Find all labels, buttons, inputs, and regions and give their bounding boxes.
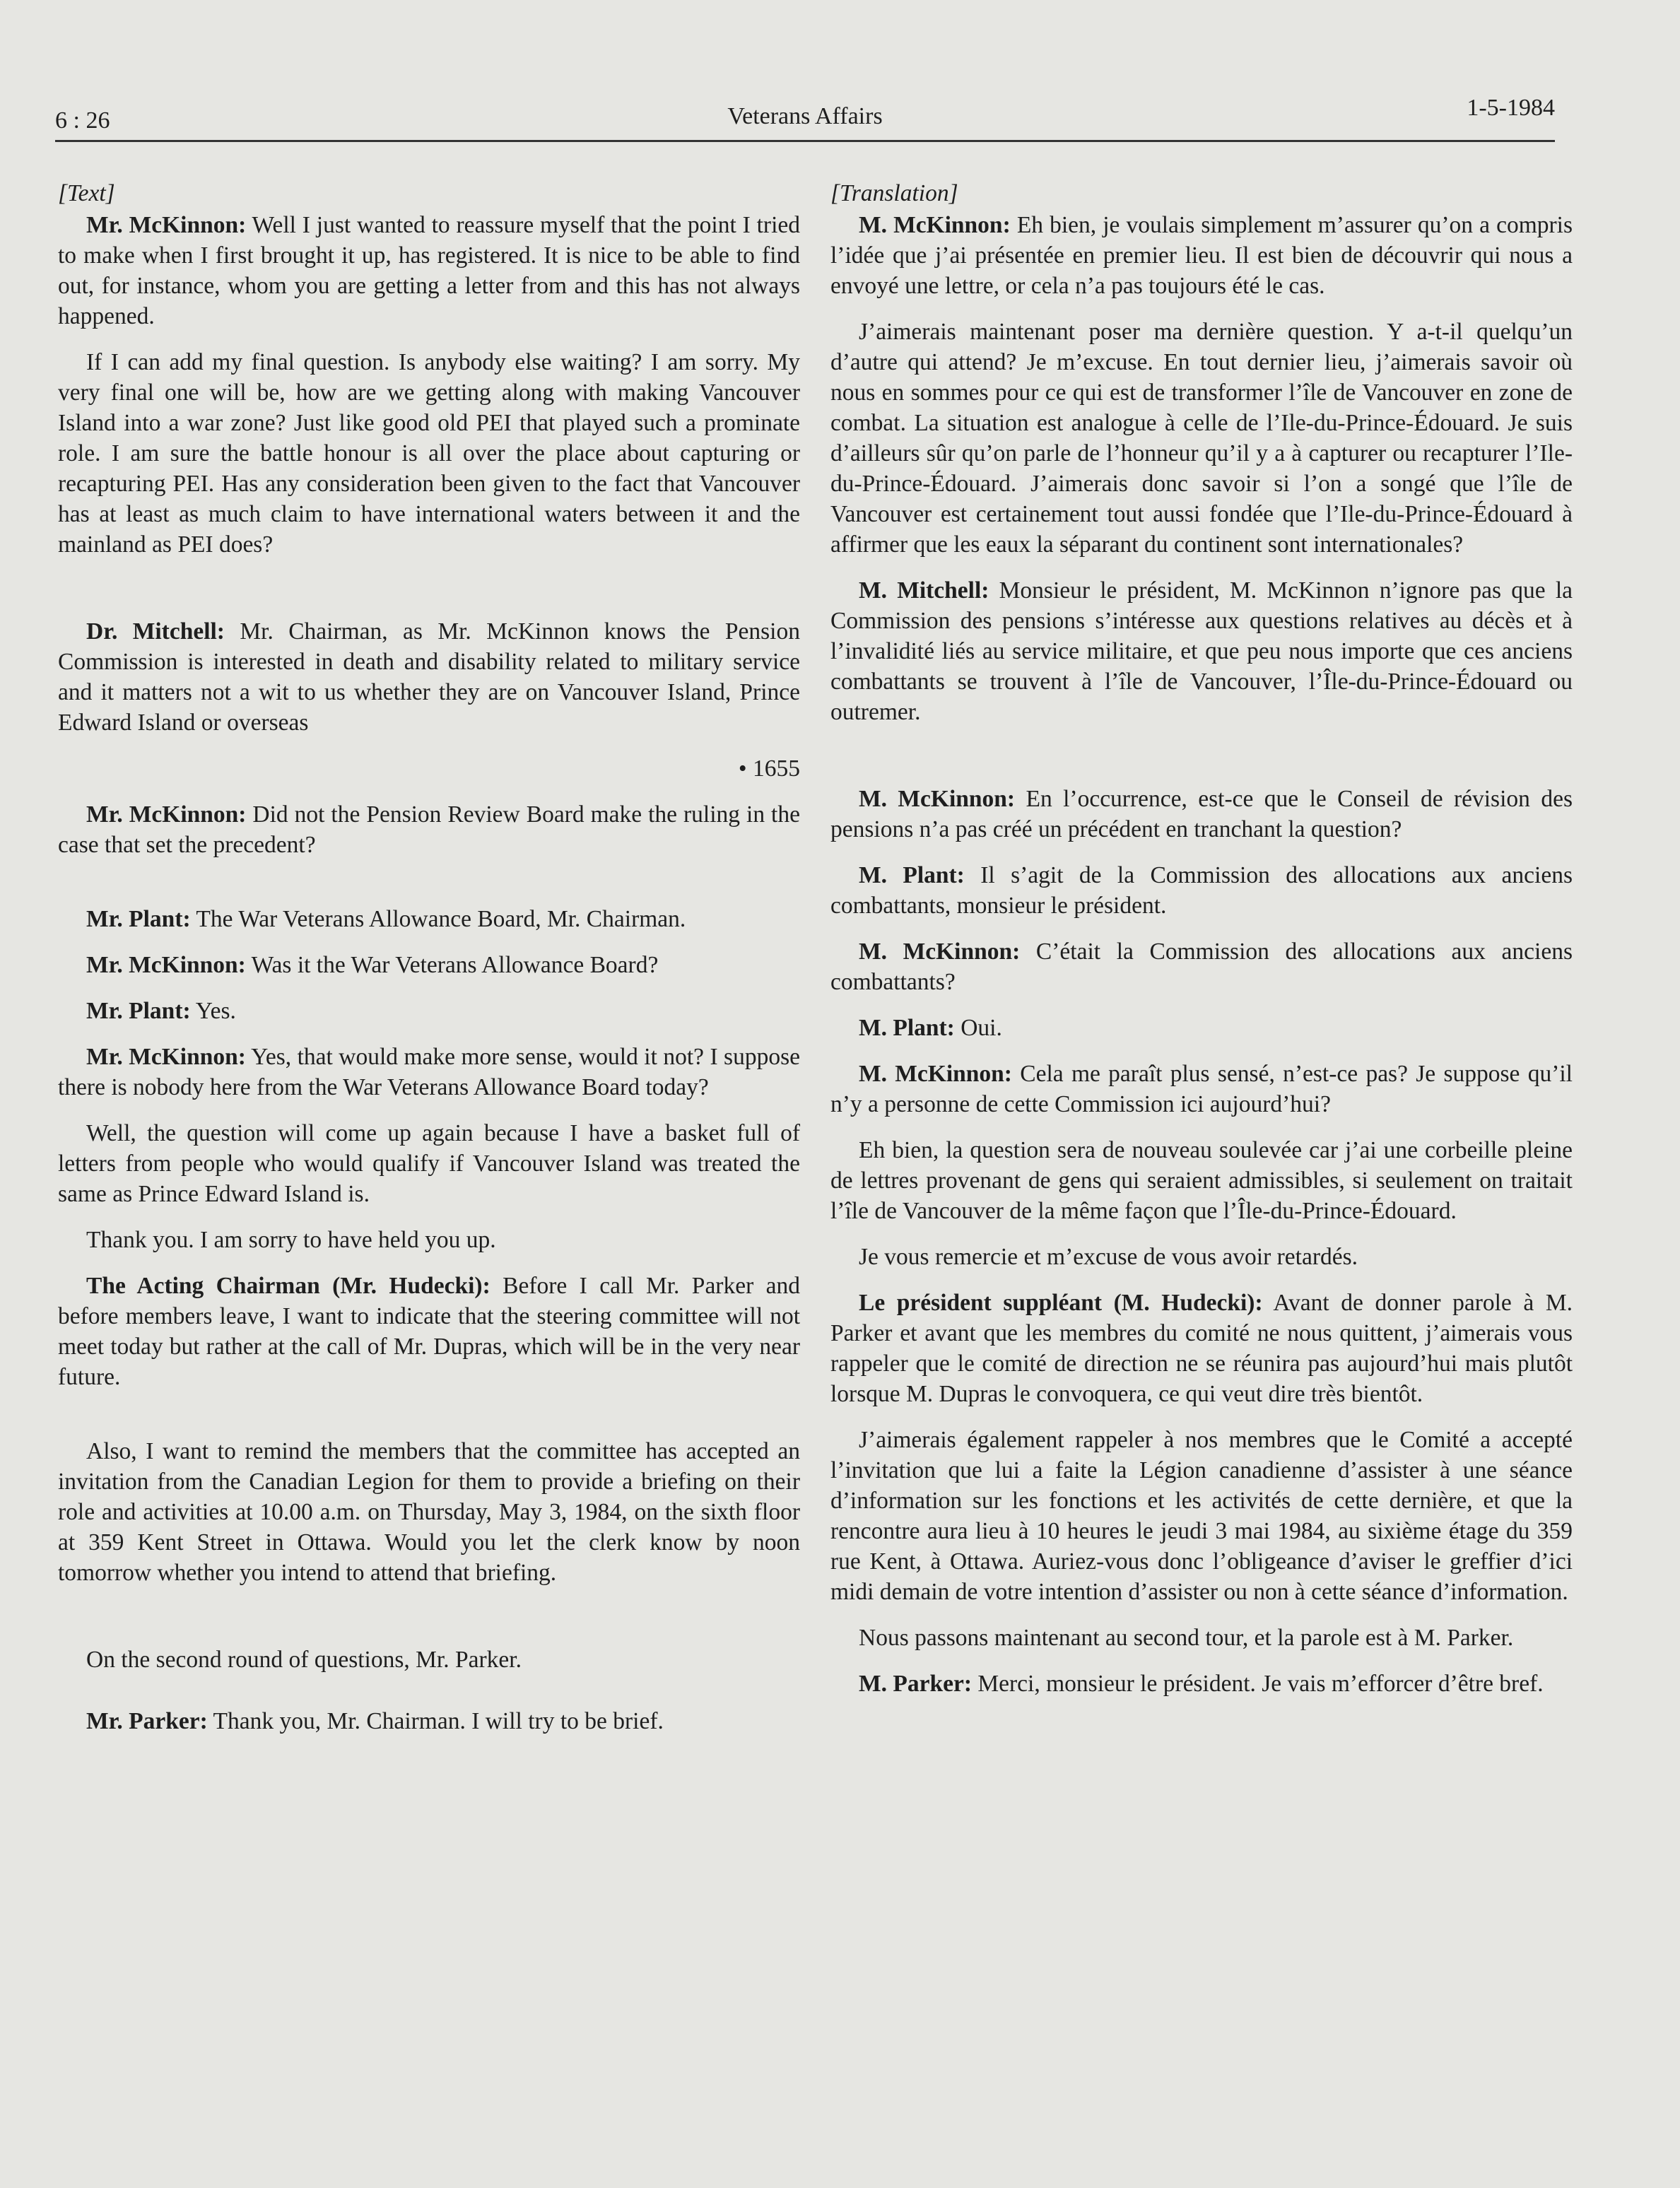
speaker-name: M. McKinnon: <box>859 939 1021 965</box>
paragraph <box>830 1288 1573 1409</box>
speech-text: Eh bien, je voulais simplement m’assurer qu’on a compris l’idée que j’ai présentée en premier lieu. Il est bien de découvrir qui nous a envoyé une lettre, or cela n’a pas toujours été le cas. <box>830 212 1573 299</box>
speech-text: Was it the War Veterans Allowance Board? <box>245 952 659 978</box>
speaker-name: M. McKinnon: <box>859 1061 1012 1087</box>
paragraph: J’aimerais également rappeler à nos membres que le Comité a accepté l’invitation que lui a faite la Légion canadienne d’assister à une séance d’information sur les fonctions et les activités de cette dernière, et que la rencontre aura lieu à 10 heures le jeudi 3 mai 1984, au sixième étage du 359 rue Kent, à Ottawa. Auriez-vous donc l’obligeance d’aviser le greffier d’ici midi demain de votre intention d’assister ou non à cette séance d’information. <box>830 1427 1573 1605</box>
speaker-name: Mr. McKinnon: <box>86 1044 246 1070</box>
speech-text: Did not the Pension Review Board make the ruling in the case that set the precedent? <box>58 801 800 858</box>
english-column <box>58 178 800 1752</box>
paragraph <box>58 950 800 980</box>
page-number: 6 : 26 <box>55 107 110 134</box>
paragraph <box>58 1042 800 1102</box>
speech-text: Il s’agit de la Commission des allocations aux anciens combattants, monsieur le président. <box>830 862 1573 919</box>
paragraph <box>58 904 800 934</box>
paragraph: Nous passons maintenant au second tour, et la parole est à M. Parker. <box>859 1625 1514 1651</box>
speech-text: Thank you, Mr. Chairman. I will try to be brief. <box>207 1708 664 1734</box>
paragraph <box>830 210 1573 301</box>
paragraph <box>830 860 1573 921</box>
paragraph <box>830 1059 1573 1119</box>
speaker-name: Mr. Parker: <box>86 1708 208 1734</box>
paragraph <box>58 616 800 738</box>
paragraph: Well, the question will come up again because I have a basket full of letters from people who would qualify if Vancouver Island was treated the same as Prince Edward Island is. <box>58 1120 800 1207</box>
paragraph <box>58 1271 800 1392</box>
paragraph <box>830 784 1573 845</box>
paragraph: J’aimerais maintenant poser ma dernière question. Y a-t-il quelqu’un d’autre qui attend? Je m’excuse. En tout dernier lieu, j’aimerais savoir où nous en sommes pour ce qui est de transformer l’île de Vancouver en zone de combat. La situation est analogue à celle de l’Ile-du-Prince-Édouard. Je suis d’ailleurs sûr qu’on parle de l’honneur qu’il y a à capturer ou recapturer l’Ile-du-Prince-Édouard. J’aimerais donc savoir si l’on a songé que l’île de Vancouver est certainement tout aussi fondée que l’Ile-du-Prince-Édouard à affirmer que les eaux la séparant du continent sont internationales? <box>830 319 1573 558</box>
speaker-name: Mr. McKinnon: <box>86 212 247 238</box>
speaker-name: Mr. McKinnon: <box>86 952 246 978</box>
paragraph <box>830 936 1573 997</box>
speech-text: En l’occurrence, est-ce que le Conseil de révision des pensions n’a pas créé un précédent en tranchant la question? <box>830 786 1573 842</box>
text-label: [Text] <box>58 180 115 206</box>
speech-text: The War Veterans Allowance Board, Mr. Chairman. <box>190 906 686 932</box>
speaker-name: Mr. Plant: <box>86 906 191 932</box>
paragraph: Thank you. I am sorry to have held you up. <box>86 1227 496 1253</box>
paragraph <box>58 799 800 860</box>
speaker-name: M. McKinnon: <box>859 786 1016 812</box>
paragraph: Eh bien, la question sera de nouveau soulevée car j’ai une corbeille pleine de lettres provenant de gens qui seraient admissibles, si seulement on traitait l’île de Vancouver de la même façon que l’Île-du-Prince-Édouard. <box>830 1137 1573 1224</box>
speaker-name: M. Parker: <box>859 1671 972 1697</box>
speech-text: Before I call Mr. Parker and before members leave, I want to indicate that the steering committee will not meet today but rather at the call of Mr. Dupras, which will be in the very near future. <box>58 1273 800 1390</box>
paragraph <box>58 1706 800 1736</box>
paragraph <box>58 210 800 331</box>
speech-text: Cela me paraît plus sensé, n’est-ce pas? Je suppose qu’il n’y a personne de cette Commission ici aujourd’hui? <box>830 1061 1573 1117</box>
paragraph <box>58 996 800 1026</box>
speaker-name: M. Plant: <box>859 1015 955 1041</box>
speaker-name: The Acting Chairman (Mr. Hudecki): <box>86 1273 491 1299</box>
paragraph <box>830 575 1573 727</box>
speaker-name: Dr. Mitchell: <box>86 618 225 645</box>
speaker-name: Le président suppléant (M. Hudecki): <box>859 1290 1263 1316</box>
speech-text: Merci, monsieur le président. Je vais m’efforcer d’être bref. <box>971 1671 1544 1697</box>
speech-text: Oui. <box>954 1015 1002 1041</box>
paragraph <box>830 1013 1573 1043</box>
sitting-date: 1-5-1984 <box>1467 95 1555 121</box>
speech-text: Yes. <box>190 998 236 1024</box>
paragraph: Also, I want to remind the members that the committee has accepted an invitation from the Canadian Legion for them to provide a briefing on their role and activities at 10.00 a.m. on Thursday, May 3, 1984, on the sixth floor at 359 Kent Street in Ottawa. Would you let the clerk know by noon tomorrow whether you intend to attend that briefing. <box>58 1438 800 1586</box>
paragraph <box>830 1669 1573 1699</box>
speaker-name: Mr. McKinnon: <box>86 801 247 828</box>
time-marker: • 1655 <box>738 755 800 782</box>
page-header <box>55 83 1555 142</box>
speech-text: Avant de donner parole à M. Parker et avant que les membres du comité ne nous quittent, j’aimerais vous rappeler que le comité de direction ne se réunira pas aujourd’hui mais plutôt lorsque M. Dupras le convoquera, ce qui veut dire très bientôt. <box>830 1290 1573 1407</box>
speech-text: Mr. Chairman, as Mr. McKinnon knows the Pension Commission is interested in death and disability related to military service and it matters not a wit to us whether they are on Vancouver Island, Prince Edward Island or overseas <box>58 618 800 736</box>
translation-label: [Translation] <box>830 180 958 206</box>
french-column <box>830 178 1573 1714</box>
speaker-name: M. McKinnon: <box>859 212 1011 238</box>
committee-title: Veterans Affairs <box>727 103 883 129</box>
paragraph: On the second round of questions, Mr. Parker. <box>86 1647 522 1673</box>
speaker-name: Mr. Plant: <box>86 998 191 1024</box>
speech-text: C’était la Commission des allocations aux anciens combattants? <box>830 939 1573 995</box>
speech-text: Well I just wanted to reassure myself that the point I tried to make when I first brought it up, has registered. It is nice to be able to find out, for instance, whom you are getting a letter from and this has not always happened. <box>58 212 800 329</box>
speaker-name: M. Plant: <box>859 862 965 888</box>
speech-text: Yes, that would make more sense, would it not? I suppose there is nobody here from the War Veterans Allowance Board today? <box>58 1044 800 1100</box>
paragraph: Je vous remercie et m’excuse de vous avoir retardés. <box>859 1244 1358 1270</box>
speaker-name: M. Mitchell: <box>859 577 989 604</box>
paragraph: If I can add my final question. Is anybody else waiting? I am sorry. My very final one will be, how are we getting along with making Vancouver Island into a war zone? Just like good old PEI that played such a prominate role. I am sure the battle honour is all over the place about capturing or recapturing PEI. Has any consideration been given to the fact that Vancouver has at least as much claim to have international waters between it and the mainland as PEI does? <box>58 349 800 558</box>
speech-text: Monsieur le président, M. McKinnon n’ignore pas que la Commission des pensions s’intéresse aux questions relatives au décès et à l’invalidité liés au service militaire, et que peu nous importe que ces anciens combattants se trouvent à l’île de Vancouver, l’Île-du-Prince-Édouard ou outremer. <box>830 577 1573 725</box>
